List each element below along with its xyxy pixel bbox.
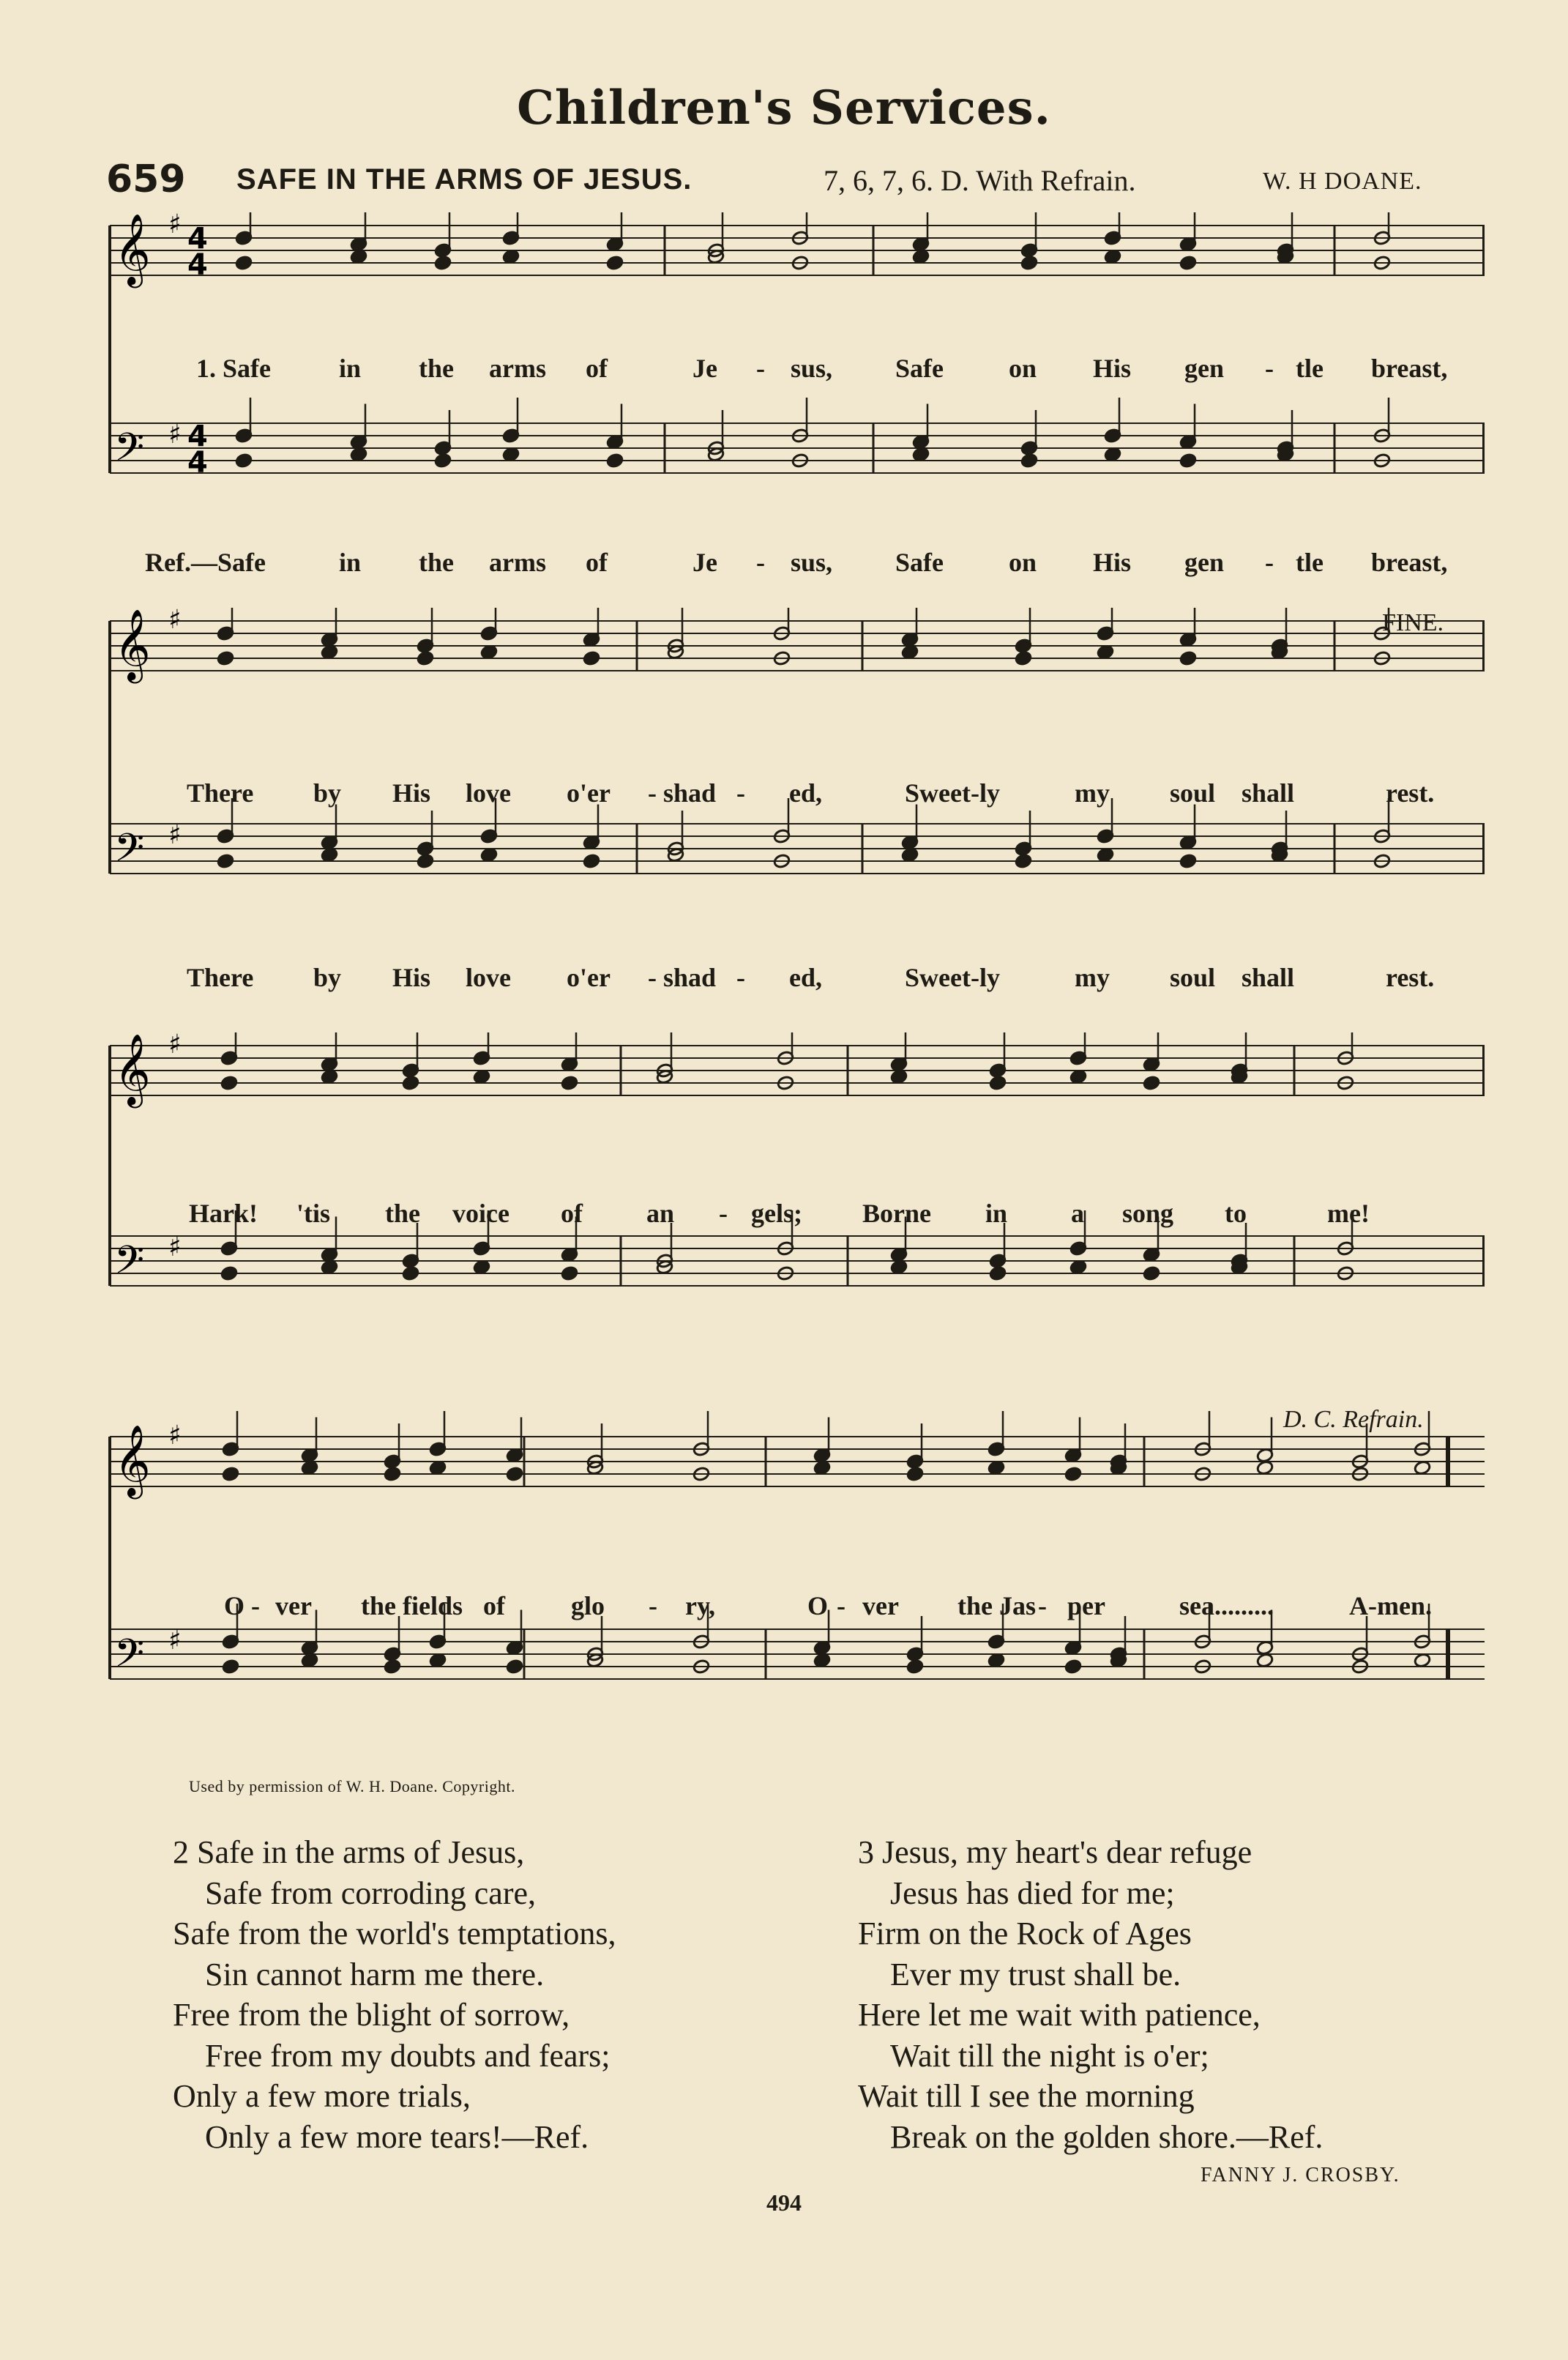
- lyric-syllable: -: [837, 1591, 845, 1620]
- lyric-syllable: an: [646, 1199, 675, 1228]
- lyric-syllable: in: [985, 1199, 1008, 1228]
- note-head: [321, 1069, 338, 1084]
- lyric-syllable: Sweet-ly: [905, 778, 1000, 808]
- dc-refrain-marker: D. C. Refrain.: [1283, 1406, 1424, 1433]
- lyric-syllable: -: [648, 778, 657, 808]
- lyric-syllable: Safe: [895, 354, 944, 383]
- key-sharp-icon: ♯: [168, 608, 182, 636]
- time-signature-digit: 4: [187, 420, 208, 454]
- verse-line: Only a few more tears!—Ref.: [205, 2118, 589, 2155]
- note-head: [235, 453, 253, 469]
- note-head: [417, 651, 434, 666]
- verse-line: Free from the blight of sorrow,: [173, 1997, 570, 2033]
- lyric-syllable: on: [1009, 548, 1037, 577]
- lyric-syllable: o'er: [567, 963, 611, 992]
- music-system-3: [108, 1032, 1485, 1377]
- music-system-2: [108, 608, 1485, 992]
- key-sharp-icon: ♯: [168, 1032, 182, 1060]
- lyric-syllable: of: [483, 1591, 505, 1620]
- note-head: [502, 447, 520, 462]
- lyric-syllable: Je: [692, 354, 717, 383]
- music-system-1: [108, 212, 1485, 593]
- lyric-syllable: the: [385, 1199, 420, 1228]
- note-head: [1069, 1069, 1087, 1084]
- note-head: [506, 1467, 523, 1482]
- lyric-syllable: shad: [663, 778, 717, 808]
- note-head: [480, 644, 498, 660]
- note-head: [1256, 1653, 1274, 1668]
- lyric-syllable: -: [719, 1199, 728, 1228]
- verse-line: Break on the golden shore.—Ref.: [890, 2118, 1324, 2155]
- lyric-syllable: ver: [862, 1591, 899, 1620]
- note-head: [1015, 854, 1032, 869]
- note-head: [217, 651, 234, 666]
- lyric-syllable: shall: [1242, 963, 1295, 992]
- lyric-syllable: arms: [489, 354, 546, 383]
- note-head: [402, 1076, 419, 1091]
- page-number: 494: [766, 2189, 802, 2216]
- note-head: [429, 1653, 447, 1668]
- note-head: [912, 249, 930, 264]
- note-head: [988, 1653, 1005, 1668]
- lyric-syllable: love: [466, 778, 511, 808]
- lyric-syllable: 1. Safe: [196, 354, 271, 383]
- verse-3: [858, 1832, 1323, 2157]
- lyric-syllable: O: [807, 1591, 829, 1620]
- note-head: [222, 1467, 239, 1482]
- verse-line: Safe from the world's temptations,: [173, 1916, 616, 1951]
- note-head: [480, 847, 498, 863]
- verse-line: Free from my doubts and fears;: [205, 2037, 611, 2074]
- note-head: [434, 453, 452, 469]
- note-head: [1097, 847, 1114, 863]
- note-head: [473, 1069, 490, 1084]
- lyric-syllable: Hark!: [189, 1199, 258, 1228]
- note-head: [1104, 249, 1121, 264]
- note-head: [1179, 651, 1197, 666]
- lyric-syllable: Je: [692, 548, 717, 577]
- note-head: [1020, 453, 1038, 469]
- key-sharp-icon: ♯: [168, 1421, 182, 1451]
- verse-line: Sin cannot harm me there.: [205, 1956, 545, 1992]
- lyric-syllable: -: [1038, 1591, 1047, 1620]
- lyric-syllable: -: [649, 1591, 657, 1620]
- lyric-syllable: the: [419, 548, 454, 577]
- note-head: [606, 256, 624, 271]
- note-head: [901, 644, 919, 660]
- lyric-syllable: on: [1009, 354, 1037, 383]
- poet-credit: FANNY J. CROSBY.: [1201, 2164, 1400, 2186]
- lyric-syllable: o'er: [567, 778, 611, 808]
- note-head: [1097, 644, 1114, 660]
- time-signature-digit: 4: [187, 222, 208, 256]
- note-head: [350, 249, 367, 264]
- fine-marker: FINE.: [1382, 609, 1444, 636]
- lyric-syllable: by: [313, 963, 342, 992]
- note-head: [561, 1266, 578, 1281]
- lyric-syllable: His: [392, 778, 431, 808]
- verse-line: Firm on the Rock of Ages: [858, 1916, 1192, 1951]
- lyric-syllable: of: [586, 354, 608, 383]
- verse-line: Only a few more trials,: [173, 2078, 471, 2114]
- note-head: [1179, 854, 1197, 869]
- lyric-syllable: gen: [1184, 354, 1224, 383]
- bass-clef-icon: 𝄢: [114, 1238, 145, 1293]
- lyric-syllable: ver: [275, 1591, 312, 1620]
- lyric-syllable: the: [419, 354, 454, 383]
- note-head: [301, 1653, 318, 1668]
- note-head: [384, 1467, 401, 1482]
- note-head: [1179, 453, 1197, 469]
- note-head: [890, 1069, 908, 1084]
- lyric-syllable: to: [1225, 1199, 1247, 1228]
- note-head: [1414, 1460, 1431, 1475]
- verse-line: 3 Jesus, my heart's dear refuge: [858, 1834, 1252, 1870]
- lyric-syllable: by: [313, 778, 342, 808]
- lyric-syllable: -: [1265, 354, 1274, 383]
- treble-clef-icon: 𝄞: [114, 608, 151, 681]
- note-head: [417, 854, 434, 869]
- note-head: [813, 1460, 831, 1475]
- lyric-syllable: sus,: [791, 354, 833, 383]
- note-head: [301, 1460, 318, 1475]
- lyric-syllable: ed,: [789, 778, 822, 808]
- lyrics-system-4: [108, 1590, 1485, 1623]
- note-head: [988, 1460, 1005, 1475]
- lyric-syllable: O: [224, 1591, 245, 1620]
- note-head: [813, 1653, 831, 1668]
- lyric-syllable: a: [1071, 1199, 1084, 1228]
- lyric-syllable: sea.........: [1179, 1591, 1274, 1620]
- lyric-syllable: 'tis: [296, 1199, 331, 1228]
- key-sharp-icon: ♯: [168, 1232, 182, 1263]
- note-head: [1015, 651, 1032, 666]
- lyric-syllable: glo: [571, 1591, 605, 1620]
- lyric-syllable: breast,: [1371, 354, 1448, 383]
- lyric-syllable: my: [1075, 963, 1110, 992]
- lyric-syllable: shall: [1242, 778, 1295, 808]
- note-head: [220, 1266, 238, 1281]
- lyrics-refrain-system-1: [108, 547, 1485, 579]
- note-head: [384, 1659, 401, 1675]
- copyright-credit: Used by permission of W. H. Doane. Copyright.: [189, 1777, 515, 1795]
- lyric-syllable: rest.: [1386, 778, 1435, 808]
- verse-line: Wait till I see the morning: [858, 2078, 1195, 2114]
- lyric-syllable: -: [251, 1591, 260, 1620]
- lyric-syllable: shad: [663, 963, 717, 992]
- lyric-syllable: the fields: [361, 1591, 463, 1620]
- lyric-syllable: His: [1093, 354, 1132, 383]
- lyric-syllable: His: [1093, 548, 1132, 577]
- note-head: [220, 1076, 238, 1091]
- verse-line: 2 Safe in the arms of Jesus,: [173, 1834, 525, 1870]
- note-head: [561, 1076, 578, 1091]
- key-sharp-icon: ♯: [168, 820, 182, 851]
- lyric-syllable: Ref.—Safe: [145, 548, 266, 577]
- note-head: [901, 847, 919, 863]
- note-head: [321, 1259, 338, 1275]
- note-head: [321, 644, 338, 660]
- note-head: [1256, 1460, 1274, 1475]
- lyric-syllable: -: [736, 778, 745, 808]
- lyric-syllable: of: [561, 1199, 583, 1228]
- hymn-number: 659: [106, 157, 186, 201]
- lyric-syllable: tle: [1296, 548, 1324, 577]
- note-head: [1069, 1259, 1087, 1275]
- treble-clef-icon: 𝄞: [114, 1033, 151, 1106]
- hymn-header: [106, 157, 1482, 209]
- verse-line: Here let me wait with patience,: [858, 1997, 1261, 2033]
- lyric-syllable: -: [648, 963, 657, 992]
- lyric-syllable: gen: [1184, 548, 1224, 577]
- note-head: [1143, 1076, 1160, 1091]
- bass-clef-icon: 𝄢: [114, 1631, 145, 1686]
- lyric-syllable: soul: [1170, 963, 1216, 992]
- key-sharp-icon: ♯: [168, 1626, 182, 1656]
- note-head: [1143, 1266, 1160, 1281]
- treble-clef-icon: 𝄞: [114, 1424, 151, 1497]
- lyric-syllable: ry,: [685, 1591, 715, 1620]
- section-title: Children's Services.: [517, 81, 1051, 135]
- note-head: [1179, 256, 1197, 271]
- hymn-title: SAFE IN THE ARMS OF JESUS.: [236, 163, 692, 196]
- lyric-syllable: There: [187, 963, 254, 992]
- staff-system-1: [108, 212, 1485, 593]
- bass-clef-icon: 𝄢: [114, 826, 145, 881]
- lyric-syllable: gels;: [751, 1199, 802, 1228]
- note-head: [1104, 447, 1121, 462]
- time-signature-digit: 4: [187, 248, 208, 283]
- lyric-syllable: rest.: [1386, 963, 1435, 992]
- lyric-syllable: per: [1067, 1591, 1105, 1620]
- lyric-syllable: -: [1265, 548, 1274, 577]
- key-sharp-icon: ♯: [168, 212, 182, 240]
- lyric-syllable: me!: [1327, 1199, 1370, 1228]
- lyric-syllable: Borne: [862, 1199, 931, 1228]
- note-head: [222, 1659, 239, 1675]
- note-head: [506, 1659, 523, 1675]
- lyrics-system-3: [108, 1198, 1485, 1230]
- note-head: [989, 1266, 1007, 1281]
- verse-line: Ever my trust shall be.: [890, 1956, 1181, 1992]
- note-head: [473, 1259, 490, 1275]
- lyric-syllable: tle: [1296, 354, 1324, 383]
- lyrics-verse-system-1: [108, 353, 1485, 385]
- lyric-syllable: Safe: [895, 548, 944, 577]
- lyric-syllable: A-men.: [1349, 1591, 1432, 1620]
- note-head: [583, 651, 600, 666]
- lyrics-verse-system-2: [108, 778, 1485, 810]
- lyric-syllable: my: [1075, 778, 1110, 808]
- note-head: [912, 447, 930, 462]
- lyric-syllable: love: [466, 963, 511, 992]
- verse-line: Jesus has died for me;: [890, 1875, 1175, 1911]
- note-head: [434, 256, 452, 271]
- lyric-syllable: in: [339, 354, 362, 383]
- note-head: [583, 854, 600, 869]
- bass-clef-icon: 𝄢: [114, 425, 145, 480]
- lyric-syllable: in: [339, 548, 362, 577]
- hymn-meter: 7, 6, 7, 6. D. With Refrain.: [824, 164, 1136, 197]
- lyric-syllable: There: [187, 778, 254, 808]
- note-head: [235, 256, 253, 271]
- note-head: [502, 249, 520, 264]
- lyrics-refrain-system-2: [108, 962, 1485, 994]
- lyric-syllable: arms: [489, 548, 546, 577]
- lyric-syllable: the Jas: [957, 1591, 1036, 1620]
- lyric-syllable: ed,: [789, 963, 822, 992]
- lyric-syllable: of: [586, 548, 608, 577]
- note-head: [606, 453, 624, 469]
- time-signature-digit: 4: [187, 446, 208, 480]
- lyric-syllable: -: [736, 963, 745, 992]
- note-head: [1414, 1653, 1431, 1668]
- note-head: [890, 1259, 908, 1275]
- note-head: [429, 1460, 447, 1475]
- note-head: [906, 1659, 924, 1675]
- lyric-syllable: -: [756, 548, 765, 577]
- lyric-syllable: breast,: [1371, 548, 1448, 577]
- lyric-syllable: Sweet-ly: [905, 963, 1000, 992]
- lyric-syllable: soul: [1170, 778, 1216, 808]
- note-head: [402, 1266, 419, 1281]
- note-head: [989, 1076, 1007, 1091]
- note-head: [1064, 1659, 1082, 1675]
- note-head: [350, 447, 367, 462]
- note-head: [1064, 1467, 1082, 1482]
- key-sharp-icon: ♯: [168, 420, 182, 450]
- verse-line: Wait till the night is o'er;: [890, 2037, 1209, 2074]
- note-head: [217, 854, 234, 869]
- lyric-syllable: sus,: [791, 548, 833, 577]
- note-head: [1020, 256, 1038, 271]
- lyric-syllable: voice: [452, 1199, 509, 1228]
- note-head: [906, 1467, 924, 1482]
- lyric-syllable: song: [1122, 1199, 1174, 1228]
- note-head: [321, 847, 338, 863]
- verse-2: [173, 1832, 616, 2157]
- verse-line: Safe from corroding care,: [205, 1875, 537, 1911]
- lyric-syllable: -: [756, 354, 765, 383]
- hymn-composer: W. H DOANE.: [1263, 168, 1422, 195]
- lyric-syllable: His: [392, 963, 431, 992]
- music-system-4: [108, 1406, 1485, 1779]
- treble-clef-icon: 𝄞: [114, 213, 151, 286]
